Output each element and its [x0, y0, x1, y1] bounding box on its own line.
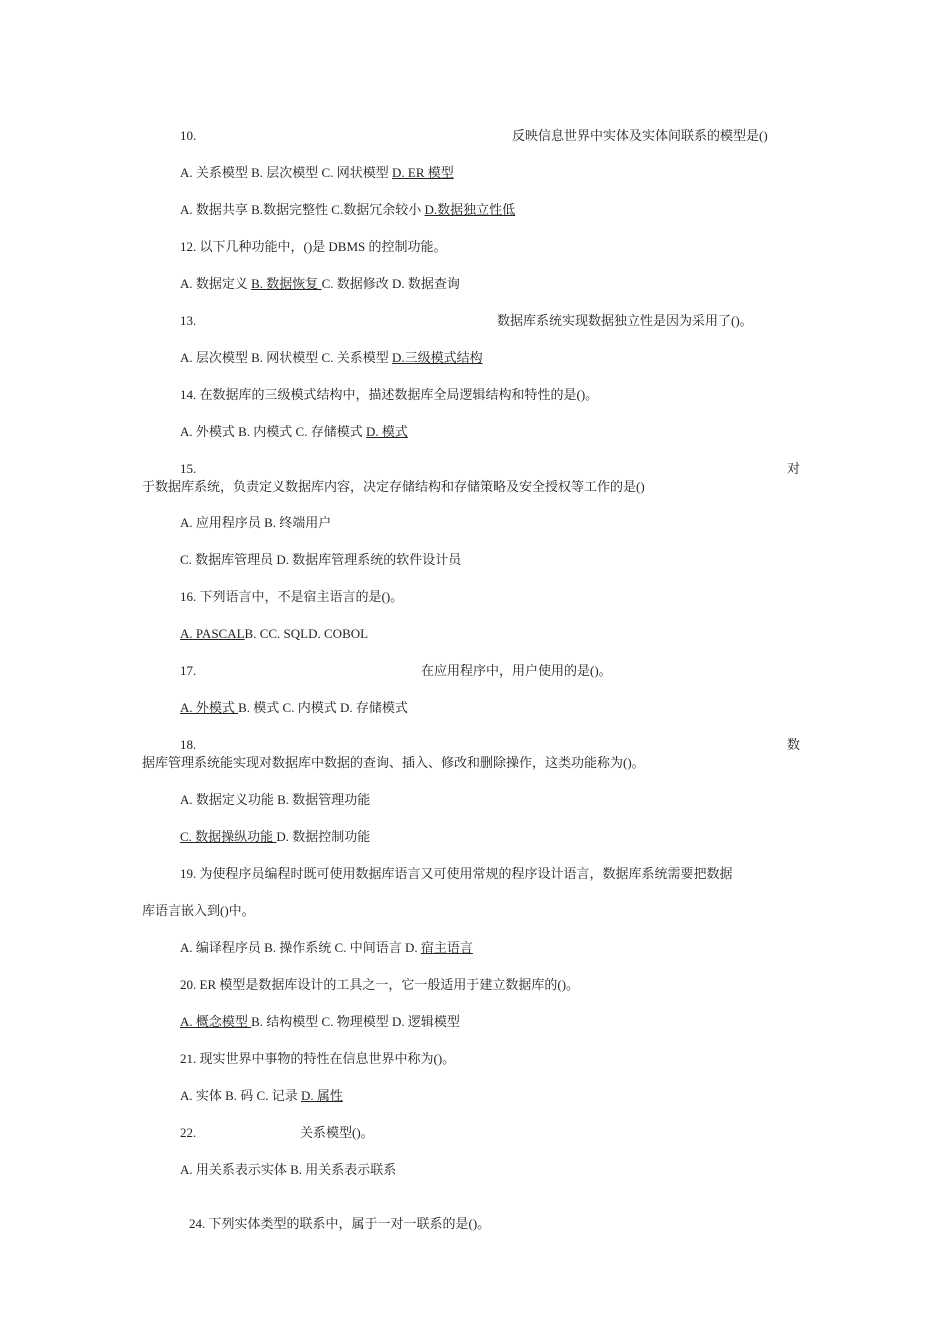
question-22-stem: 关系模型()。 [300, 1125, 374, 1140]
answer-option: A. 外模式 [180, 700, 239, 715]
question-13-options [180, 350, 483, 366]
question-15-number: 15. [180, 461, 197, 476]
answer-option: A. 概念模型 [180, 1014, 252, 1029]
question-16-stem: 16. 下列语言中，不是宿主语言的是()。 [180, 589, 404, 604]
question-10-options [180, 165, 454, 181]
question-14-options [180, 424, 408, 440]
answer-option: 宿主语言 [420, 940, 473, 955]
answer-option: D. ER 模型 [391, 165, 454, 180]
question-24-stem: 24. 下列实体类型的联系中，属于一对一联系的是()。 [189, 1216, 491, 1231]
question-16-options [180, 626, 368, 642]
question-10-number: 10. [180, 128, 197, 143]
options-text: A. 数据定义 [180, 276, 252, 291]
options-text: A. 层次模型 B. 网状模型 C. 关系模型 [180, 350, 392, 365]
question-17-options [180, 700, 408, 716]
options-text: B. 结构模型 C. 物理模型 D. 逻辑模型 [251, 1014, 460, 1029]
question-13-stem: 数据库系统实现数据独立性是因为采用了()。 [497, 313, 753, 328]
question-18-number: 18. [180, 737, 197, 752]
options-text: A. 数据共享 B.数据完整性 C.数据冗余较小 [180, 202, 425, 217]
answer-option: D. 属性 [300, 1088, 343, 1103]
question-15-stem-start: 对 [787, 461, 801, 476]
question-17-stem: 在应用程序中，用户使用的是()。 [421, 663, 612, 678]
options-text: D. 数据控制功能 [276, 829, 371, 844]
question-14-stem: 14. 在数据库的三级模式结构中，描述数据库全局逻辑结构和特性的是()。 [180, 387, 599, 402]
question-21-options [180, 1088, 343, 1104]
question-13-number: 13. [180, 313, 197, 328]
question-20-options [180, 1014, 460, 1030]
answer-option: D.数据独立性低 [424, 202, 516, 217]
question-15-options-1: A. 应用程序员 B. 终端用户 [180, 515, 332, 530]
options-text: A. 关系模型 B. 层次模型 C. 网状模型 [180, 165, 392, 180]
question-21-stem: 21. 现实世界中事物的特性在信息世界中称为()。 [180, 1051, 456, 1066]
question-18-options-2 [180, 829, 370, 845]
question-17-number: 17. [180, 663, 197, 678]
question-15-options-2: C. 数据库管理员 D. 数据库管理系统的软件设计员 [180, 552, 462, 567]
answer-option: D. 模式 [365, 424, 408, 439]
question-11-options [180, 202, 515, 218]
question-10-stem: 反映信息世界中实体及实体间联系的模型是() [512, 128, 768, 143]
answer-option: A. PASCAL [180, 626, 245, 641]
options-text: B. CC. SQLD. COBOL [244, 626, 369, 641]
question-18-stem: 据库管理系统能实现对数据库中数据的查询、插入、修改和删除操作，这类功能称为()。 [142, 755, 645, 770]
question-12-stem: 12. 以下几种功能中，()是 DBMS 的控制功能。 [180, 239, 447, 254]
options-text: A. 外模式 B. 内模式 C. 存储模式 [180, 424, 366, 439]
options-text: A. 实体 B. 码 C. 记录 [180, 1088, 301, 1103]
answer-option: C. 数据操纵功能 [180, 829, 277, 844]
options-text: A. 编译程序员 B. 操作系统 C. 中间语言 D. [180, 940, 421, 955]
question-19-stem: 19. 为使程序员编程时既可使用数据库语言又可使用常规的程序设计语言，数据库系统需要把数据 [180, 866, 733, 881]
answer-option: B. 数据恢复 [251, 276, 322, 291]
question-18-options-1: A. 数据定义功能 B. 数据管理功能 [180, 792, 371, 807]
options-text: B. 模式 C. 内模式 D. 存储模式 [238, 700, 408, 715]
answer-option: D.三级模式结构 [391, 350, 483, 365]
question-19-stem-cont: 库语言嵌入到()中。 [142, 903, 255, 918]
question-12-options [180, 276, 460, 292]
question-22-number: 22. [180, 1125, 197, 1140]
question-20-stem: 20. ER 模型是数据库设计的工具之一，它一般适用于建立数据库的()。 [180, 977, 580, 992]
question-18-stem-start: 数 [787, 737, 801, 752]
question-19-options [180, 940, 473, 956]
options-text: C. 数据修改 D. 数据查询 [321, 276, 460, 291]
question-22-options: A. 用关系表示实体 B. 用关系表示联系 [180, 1162, 397, 1177]
question-15-stem: 于数据库系统，负责定义数据库内容，决定存储结构和存储策略及安全授权等工作的是() [142, 479, 645, 494]
